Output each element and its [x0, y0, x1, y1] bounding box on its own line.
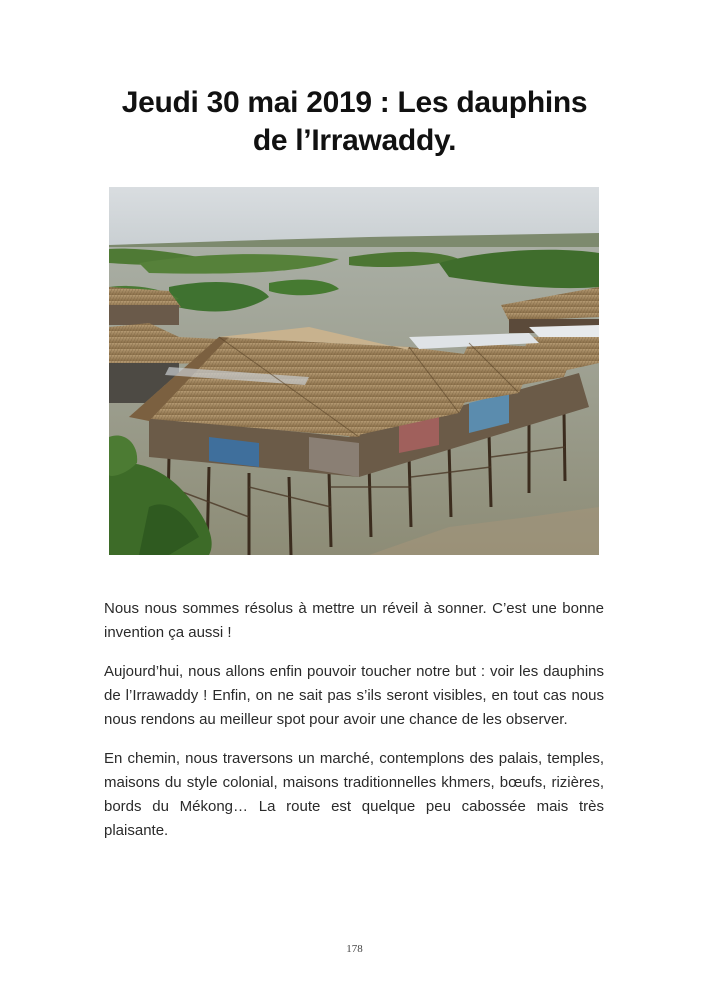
photo-illustration — [109, 187, 599, 555]
page-title-line-1: Jeudi 30 mai 2019 : Les dauphins — [121, 86, 588, 119]
photo-stilt-houses-river — [109, 187, 599, 555]
paragraph-3: En chemin, nous traversons un marché, contemplons des palais, temples, maisons du style colonial, maisons traditionnelles khmers, bœufs, rizières, bords du Mékong… La route est quelque peu cabossée mais très plaisante. — [104, 750, 604, 839]
paragraph-1: Nous nous sommes résolus à mettre un réveil à sonner. C’est une bonne invention ça aussi ! — [104, 600, 604, 641]
body-text — [104, 597, 604, 858]
paragraph-2: Aujourd’hui, nous allons enfin pouvoir toucher notre but : voir les dauphins de l’Irrawaddy ! Enfin, on ne sait pas s’ils seront visibles, en tout cas nous nous rendons au meilleur spot pour avoir une chance de les observer. — [104, 663, 604, 728]
page-title — [60, 84, 649, 160]
page-title-line-2: de l’Irrawaddy. — [252, 124, 457, 157]
page-number: 178 — [346, 943, 363, 955]
